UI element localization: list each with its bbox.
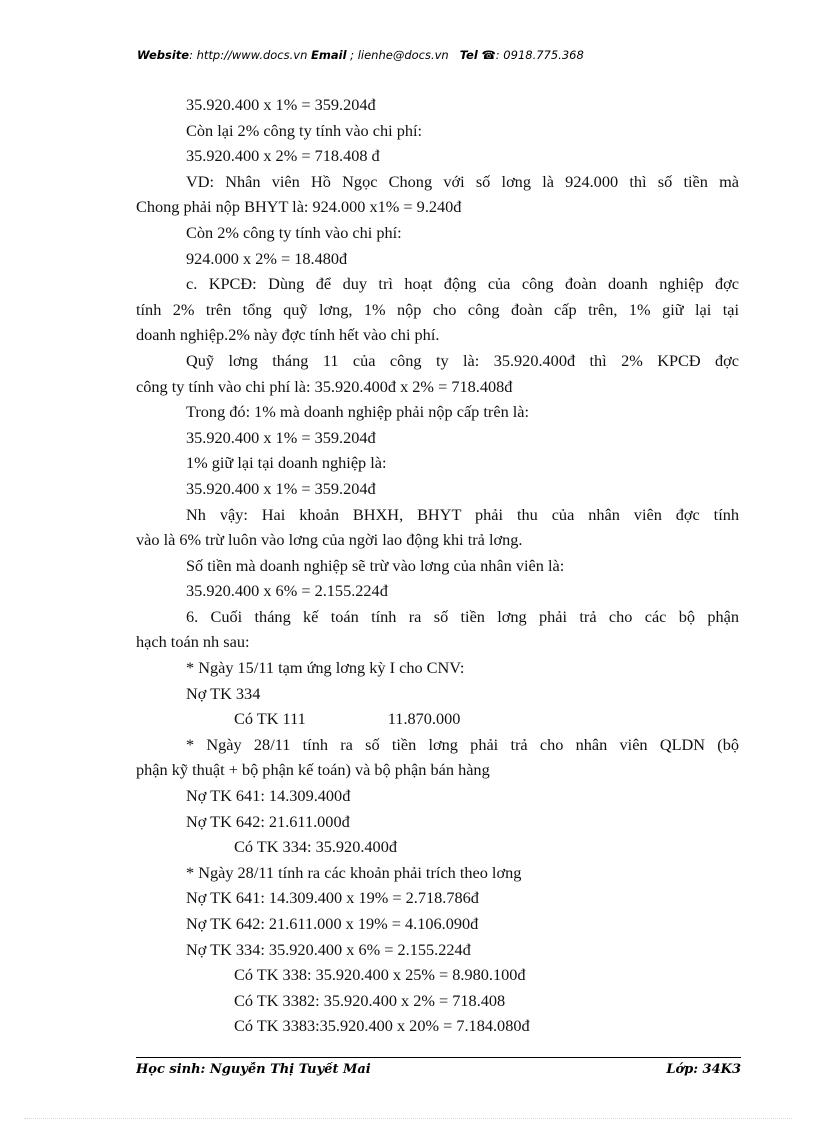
text-line: Chong phải nộp BHYT là: 924.000 x1% = 9.240đ — [136, 197, 462, 217]
text-line: Còn lại 2% công ty tính vào chi phí: — [186, 120, 423, 140]
page-edge-divider — [24, 1118, 792, 1119]
text-line: Quỹ lơng tháng 11 của công ty là: 35.920.400đ thì 2% KPCĐ đợc — [186, 350, 739, 370]
footer-divider — [136, 1057, 741, 1058]
text-line: tính 2% trên tổng quỹ lơng, 1% nộp cho công đoàn cấp trên, 1% giữ lại tại — [136, 299, 739, 319]
text-line: Nh vậy: Hai khoản BHXH, BHYT phải thu của nhân viên đợc tính — [186, 504, 739, 524]
text-line: c. KPCĐ: Dùng để duy trì hoạt động của công đoàn doanh nghiệp đợc — [186, 274, 739, 294]
text-line: * Ngày 28/11 tính ra các khoản phải trích theo lơng — [186, 862, 522, 882]
text-line: Nợ TK 334 — [186, 683, 261, 703]
tel-label: Tel — [459, 48, 478, 62]
text-line: vào là 6% trừ luôn vào lơng của ngời lao động khi trả lơng. — [136, 530, 523, 550]
website-label: Website — [137, 48, 190, 62]
credit-amount: 11.870.000 — [387, 709, 461, 729]
phone-icon: ☎ — [481, 48, 496, 62]
text-line: Nợ TK 642: 21.611.000đ — [186, 811, 350, 831]
text-line: VD: Nhân viên Hồ Ngọc Chong với số lơng là 924.000 thì số tiền mà — [186, 171, 739, 191]
email-label: Email — [311, 48, 347, 62]
text-line: Có TK 334: 35.920.400đ — [234, 837, 397, 857]
website-value: : http://www.docs.vn — [189, 48, 308, 62]
text-line: 35.920.400 x 1% = 359.204đ — [186, 427, 376, 447]
text-line: 35.920.400 x 1% = 359.204đ — [186, 478, 376, 498]
document-body — [136, 92, 739, 1039]
text-line: Nợ TK 642: 21.611.000 x 19% = 4.106.090đ — [186, 914, 479, 933]
text-line: Số tiền mà doanh nghiệp sẽ trừ vào lơng của nhân viên là: — [186, 555, 565, 575]
text-line: 35.920.400 x 6% = 2.155.224đ — [186, 581, 388, 601]
text-line: Có TK 3382: 35.920.400 x 2% = 718.408 — [234, 990, 506, 1010]
page-header — [137, 48, 737, 62]
email-value: ; lienhe@docs.vn — [346, 48, 449, 62]
footer-class: Lớp: 34K3 — [666, 1062, 741, 1076]
text-line: doanh nghiệp.2% này đợc tính hết vào chi phí. — [136, 325, 440, 345]
footer-student: Học sinh: Nguyễn Thị Tuyết Mai — [136, 1062, 371, 1076]
text-line: Nợ TK 641: 14.309.400đ — [186, 786, 351, 806]
text-line: công ty tính vào chi phí là: 35.920.400đ x 2% = 718.408đ — [136, 376, 513, 396]
text-line: * Ngày 15/11 tạm ứng lơng kỳ I cho CNV: — [186, 658, 465, 678]
text-line: 924.000 x 2% = 18.480đ — [186, 248, 348, 268]
text-line: Có TK 3383:35.920.400 x 20% = 7.184.080đ — [234, 1016, 530, 1036]
text-line: * Ngày 28/11 tính ra số tiền lơng phải trả cho nhân viên QLDN (bộ — [186, 734, 739, 754]
tel-value: : 0918.775.368 — [495, 48, 584, 62]
text-line: 6. Cuối tháng kế toán tính ra số tiền lơng phải trả cho các bộ phận — [186, 606, 739, 626]
text-line: Còn 2% công ty tính vào chi phí: — [186, 222, 402, 242]
journal-line — [136, 706, 739, 732]
page-footer — [136, 1062, 741, 1076]
text-line: Trong đó: 1% mà doanh nghiệp phải nộp cấp trên là: — [186, 402, 530, 422]
text-line: Nợ TK 334: 35.920.400 x 6% = 2.155.224đ — [186, 939, 471, 959]
text-line: 35.920.400 x 1% = 359.204đ — [186, 95, 376, 114]
text-line: Có TK 338: 35.920.400 x 25% = 8.980.100đ — [234, 965, 526, 985]
text-line: hạch toán nh sau: — [136, 632, 250, 652]
text-line: 35.920.400 x 2% = 718.408 đ — [186, 146, 380, 166]
credit-account: Có TK 111 — [234, 709, 306, 729]
text-line: phận kỹ thuật + bộ phận kế toán) và bộ phận bán hàng — [136, 760, 490, 780]
text-line: 1% giữ lại tại doanh nghiệp là: — [186, 453, 387, 473]
text-line: Nợ TK 641: 14.309.400 x 19% = 2.718.786đ — [186, 888, 479, 908]
